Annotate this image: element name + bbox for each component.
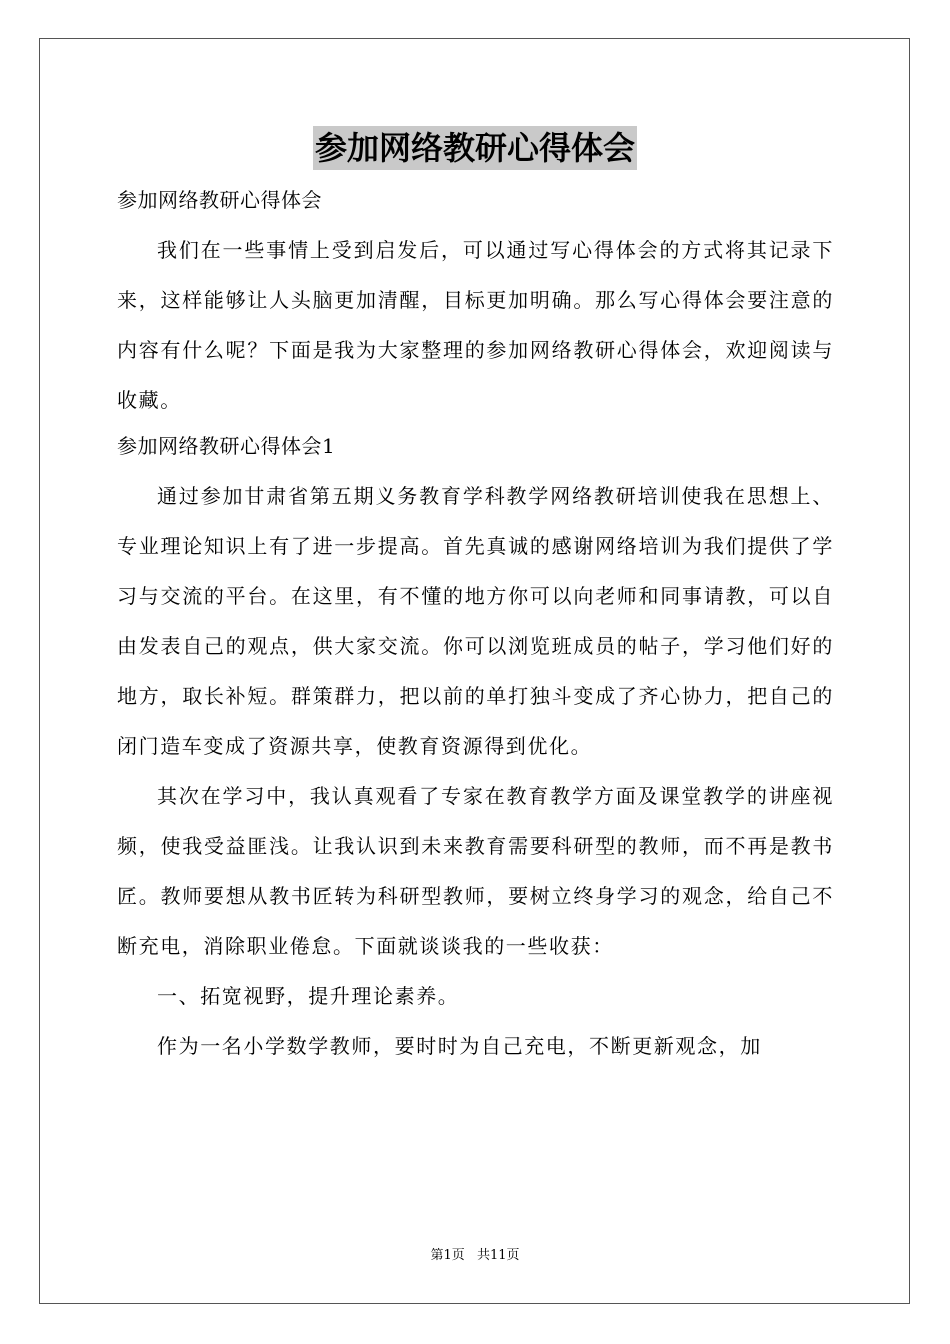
- document-title: 参加网络教研心得体会: [313, 126, 637, 170]
- total-pages: 共11页: [476, 1248, 520, 1263]
- body-paragraph: 作为一名小学数学教师，要时时为自己充电，不断更新观念，加: [157, 1034, 762, 1058]
- document-body: [117, 181, 834, 1071]
- body-paragraph: 其次在学习中，我认真观看了专家在教育教学方面及课堂教学的讲座视频，使我受益匪浅。让我认识到未来教育需要科研型的教师，而不再是教书匠。教师要想从教书匠转为科研型教师，要树立终身学习的观念，给自己不断充电，消除职业倦怠。下面就谈谈我的一些收获：: [117, 784, 834, 958]
- document-subtitle: 参加网络教研心得体会: [117, 188, 322, 212]
- page-footer: [0, 1247, 950, 1265]
- section-heading: 参加网络教研心得体会1: [117, 434, 336, 458]
- body-paragraph: 一、拓宽视野，提升理论素养。: [157, 984, 460, 1008]
- body-paragraph: 通过参加甘肃省第五期义务教育学科教学网络教研培训使我在思想上、专业理论知识上有了进一步提高。首先真诚的感谢网络培训为我们提供了学习与交流的平台。在这里，有不懂的地方你可以向老师和同事请教，可以自由发表自己的观点，供大家交流。你可以浏览班成员的帖子，学习他们好的地方，取长补短。群策群力，把以前的单打独斗变成了齐心协力，把自己的闭门造车变成了资源共享，使教育资源得到优化。: [117, 484, 834, 758]
- page-number: 第1页: [430, 1248, 465, 1263]
- intro-paragraph: 我们在一些事情上受到启发后，可以通过写心得体会的方式将其记录下来，这样能够让人头脑更加清醒，目标更加明确。那么写心得体会要注意的内容有什么呢？下面是我为大家整理的参加网络教研心得体会，欢迎阅读与收藏。: [117, 238, 834, 412]
- title-wrap: [0, 126, 950, 170]
